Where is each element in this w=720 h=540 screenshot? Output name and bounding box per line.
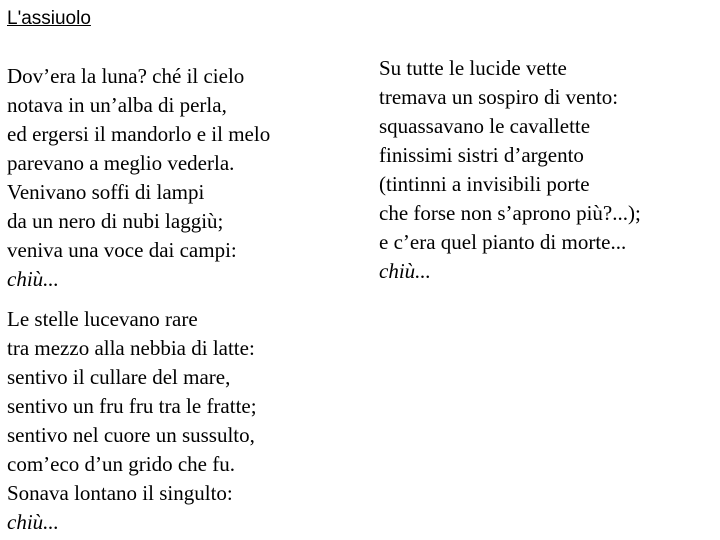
poem-line: (tintinni a invisibili porte — [379, 172, 590, 196]
poem-line: da un nero di nubi laggiù; — [7, 209, 224, 233]
poem-title: L'assiuolo — [7, 8, 91, 29]
refrain-line: chiù... — [7, 510, 59, 534]
poem-line: com’eco d’un grido che fu. — [7, 452, 235, 476]
poem-line: tra mezzo alla nebbia di latte: — [7, 336, 255, 360]
poem-line: finissimi sistri d’argento — [379, 143, 584, 167]
poem-line: Venivano soffi di lampi — [7, 180, 205, 204]
stanza-2 — [7, 305, 257, 537]
poem-line: Dov’era la luna? ché il cielo — [7, 64, 245, 88]
poem-line: notava in un’alba di perla, — [7, 93, 227, 117]
poem-line: squassavano le cavallette — [379, 114, 591, 138]
poem-line: veniva una voce dai campi: — [7, 238, 237, 262]
stanza-1 — [7, 62, 270, 294]
poem-line: sentivo nel cuore un sussulto, — [7, 423, 255, 447]
poem-line: ed ergersi il mandorlo e il melo — [7, 122, 271, 146]
poem-line: tremava un sospiro di vento: — [379, 85, 619, 109]
refrain-line: chiù... — [7, 267, 59, 291]
poem-line: Su tutte le lucide vette — [379, 56, 567, 80]
poem-line: parevano a meglio vederla. — [7, 151, 235, 175]
poem-line: e c’era quel pianto di morte... — [379, 230, 627, 254]
poem-line: Sonava lontano il singulto: — [7, 481, 233, 505]
poem-line: che forse non s’aprono più?...); — [379, 201, 641, 225]
poem-line: sentivo il cullare del mare, — [7, 365, 231, 389]
refrain-line: chiù... — [379, 259, 431, 283]
stanza-3 — [379, 54, 641, 286]
poem-line: Le stelle lucevano rare — [7, 307, 198, 331]
poem-line: sentivo un fru fru tra le fratte; — [7, 394, 257, 418]
